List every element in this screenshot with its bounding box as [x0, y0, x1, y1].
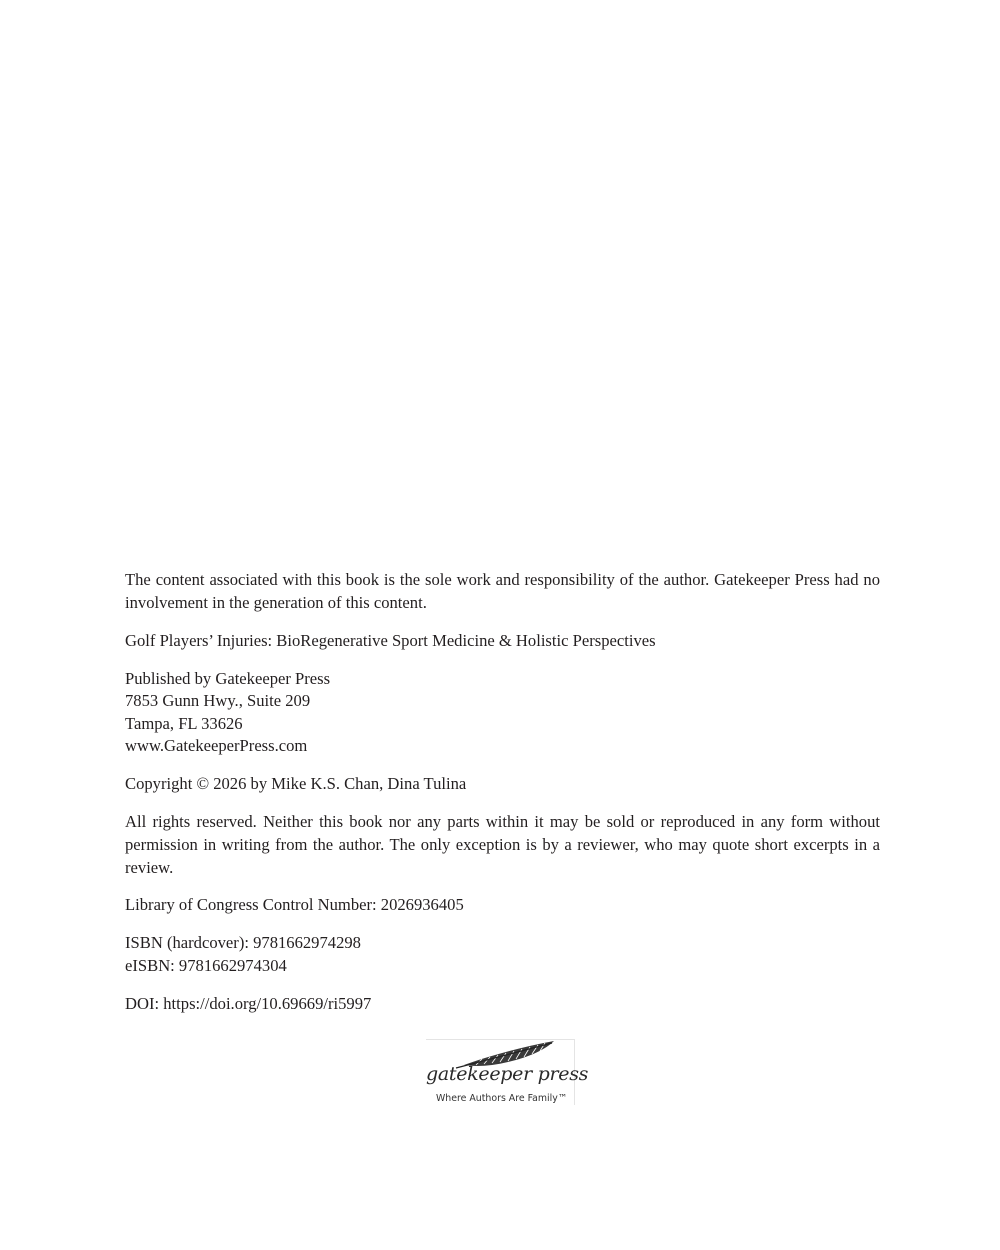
copyright-notice: Copyright © 2026 by Mike K.S. Chan, Dina Tulina — [125, 774, 467, 794]
isbn-hardcover: ISBN (hardcover): 9781662974298 — [125, 933, 361, 953]
address-line-2: Tampa, FL 33626 — [125, 713, 243, 733]
published-by: Published by Gatekeeper Press — [125, 668, 331, 688]
book-title: Golf Players’ Injuries: BioRegenerative Sport Medicine & Holistic Perspectives — [125, 630, 656, 650]
publisher-block — [125, 668, 880, 758]
copyright-page — [125, 569, 880, 1031]
address-line-1: 7853 Gunn Hwy., Suite 209 — [125, 691, 311, 711]
lccn: Library of Congress Control Number: 2026936405 — [125, 895, 464, 915]
isbn-ebook: eISBN: 9781662974304 — [125, 956, 287, 976]
isbn-block — [125, 932, 880, 977]
logo-wordmark: gatekeeper press — [426, 1063, 589, 1085]
disclaimer-text: The content associated with this book is the sole work and responsibility of the author. Gatekeeper Press had no involvement in the generation of this content. — [125, 570, 880, 612]
gatekeeper-press-logo — [426, 1039, 589, 1105]
logo-tagline: Where Authors Are Family™ — [436, 1093, 568, 1104]
publisher-website: www.GatekeeperPress.com — [125, 736, 308, 756]
rights-notice: All rights reserved. Neither this book nor any parts within it may be sold or reproduced in any form without permission in writing from the author. The only exception is by a reviewer, who may quote short excerpts in a review. — [125, 812, 880, 877]
doi: DOI: https://doi.org/10.69669/ri5997 — [125, 994, 372, 1014]
